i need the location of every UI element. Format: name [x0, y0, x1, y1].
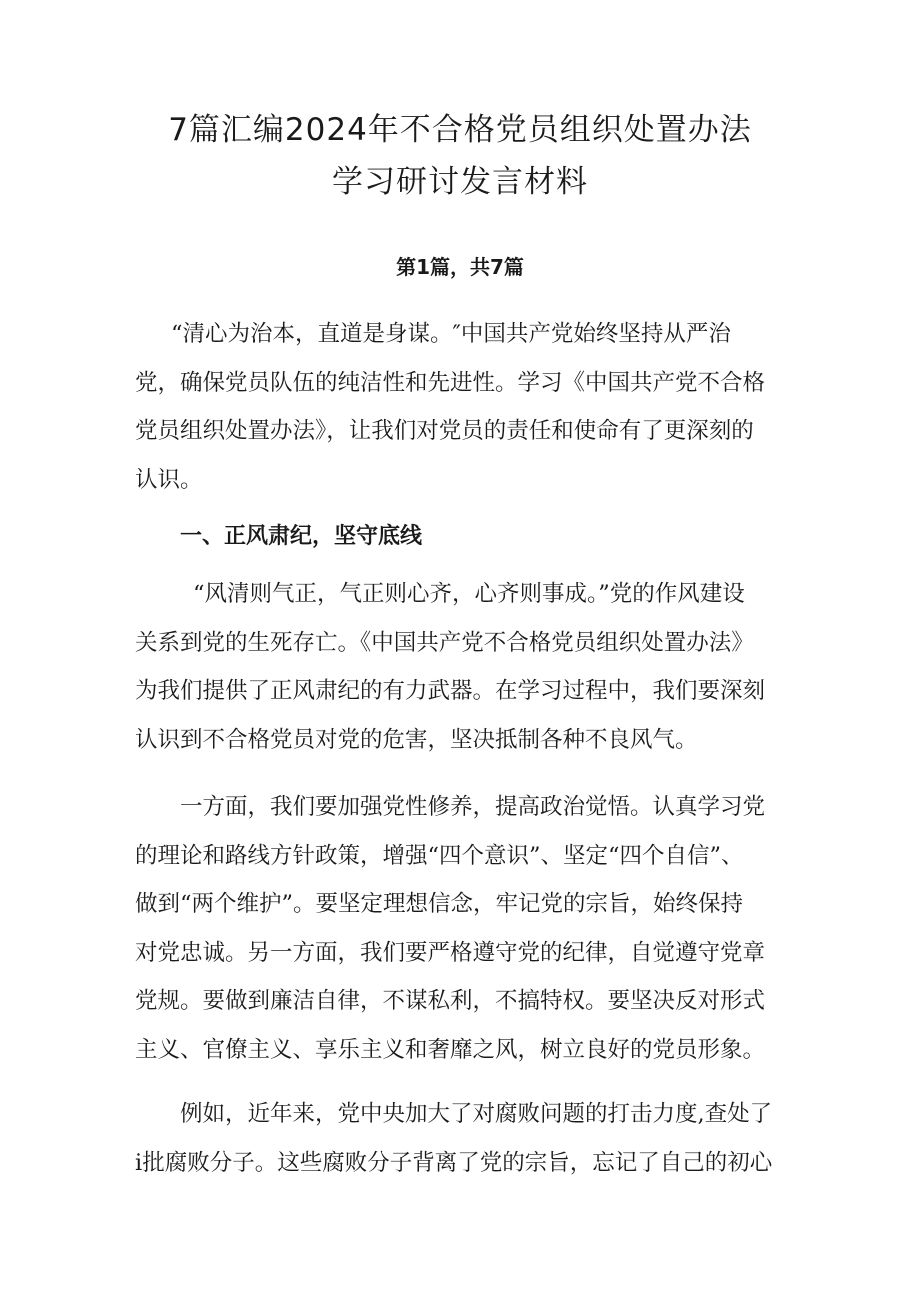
paragraph-1 [135, 310, 800, 504]
paragraph-line: 例如，近年来，党中央加大了对腐败问题的打击力度,查处了 [180, 1101, 773, 1127]
paragraph-line: i批腐败分子。这些腐败分子背离了党的宗旨，忘记了自己的初心 [135, 1149, 773, 1176]
paragraph-line: 做到“两个维护”。要坚定理想信念，牢记党的宗旨，始终保持 [135, 891, 744, 917]
paragraph-line: 党，确保党员队伍的纯洁性和先进性。学习《中国共产党不合格 [135, 369, 766, 396]
title-line-1: 7篇汇编2024年不合格党员组织处置办法 [168, 112, 752, 148]
paragraph-3 [135, 783, 800, 1074]
paragraph-line: 为我们提供了正风肃纪的有力武器。在学习过程中，我们要深刻 [135, 678, 766, 704]
paragraph-line: 主义、官僚主义、享乐主义和奢靡之风，树立良好的党员形象。 [135, 1036, 766, 1063]
paragraph-line: 对党忠诚。另一方面，我们要严格遵守党的纪律，自觉遵守党章 [135, 939, 766, 966]
paragraph-line: “风清则气正，气正则心齐，心齐则事成。”党的作风建设 [193, 581, 745, 607]
paragraph-line: 党规。要做到廉洁自律，不谋私利，不搞特权。要坚决反对形式 [135, 988, 766, 1014]
paragraph-line: 认识。 [135, 466, 203, 493]
paragraph-4 [135, 1090, 800, 1187]
paragraph-line: 一方面，我们要加强党性修养，提高政治觉悟。认真学习党 [180, 794, 766, 820]
title-line-2: 学习研讨发言材料 [332, 164, 588, 200]
paragraph-line: 的理论和路线方针政策，增强“四个意识”、坚定“四个自信”、 [135, 842, 744, 869]
paragraph-2 [135, 570, 800, 764]
part-label: 第1篇，共7篇 [396, 255, 524, 279]
paragraph-line: “清心为治本，直道是身谋。″中国共产党始终坚持从严治 [171, 321, 731, 347]
paragraph-line: 认识到不合格党员对党的危害，坚决抵制各种不良风气。 [135, 726, 698, 753]
section-heading: 一、正风肃纪，坚守底线 [180, 524, 423, 549]
document-title [0, 104, 920, 208]
paragraph-line: 关系到党的生死存亡。《中国共产党不合格党员组织处置办法》 [135, 629, 754, 656]
paragraph-line: 党员组织处置办法》，让我们对党员的责任和使命有了更深刻的 [135, 418, 754, 444]
